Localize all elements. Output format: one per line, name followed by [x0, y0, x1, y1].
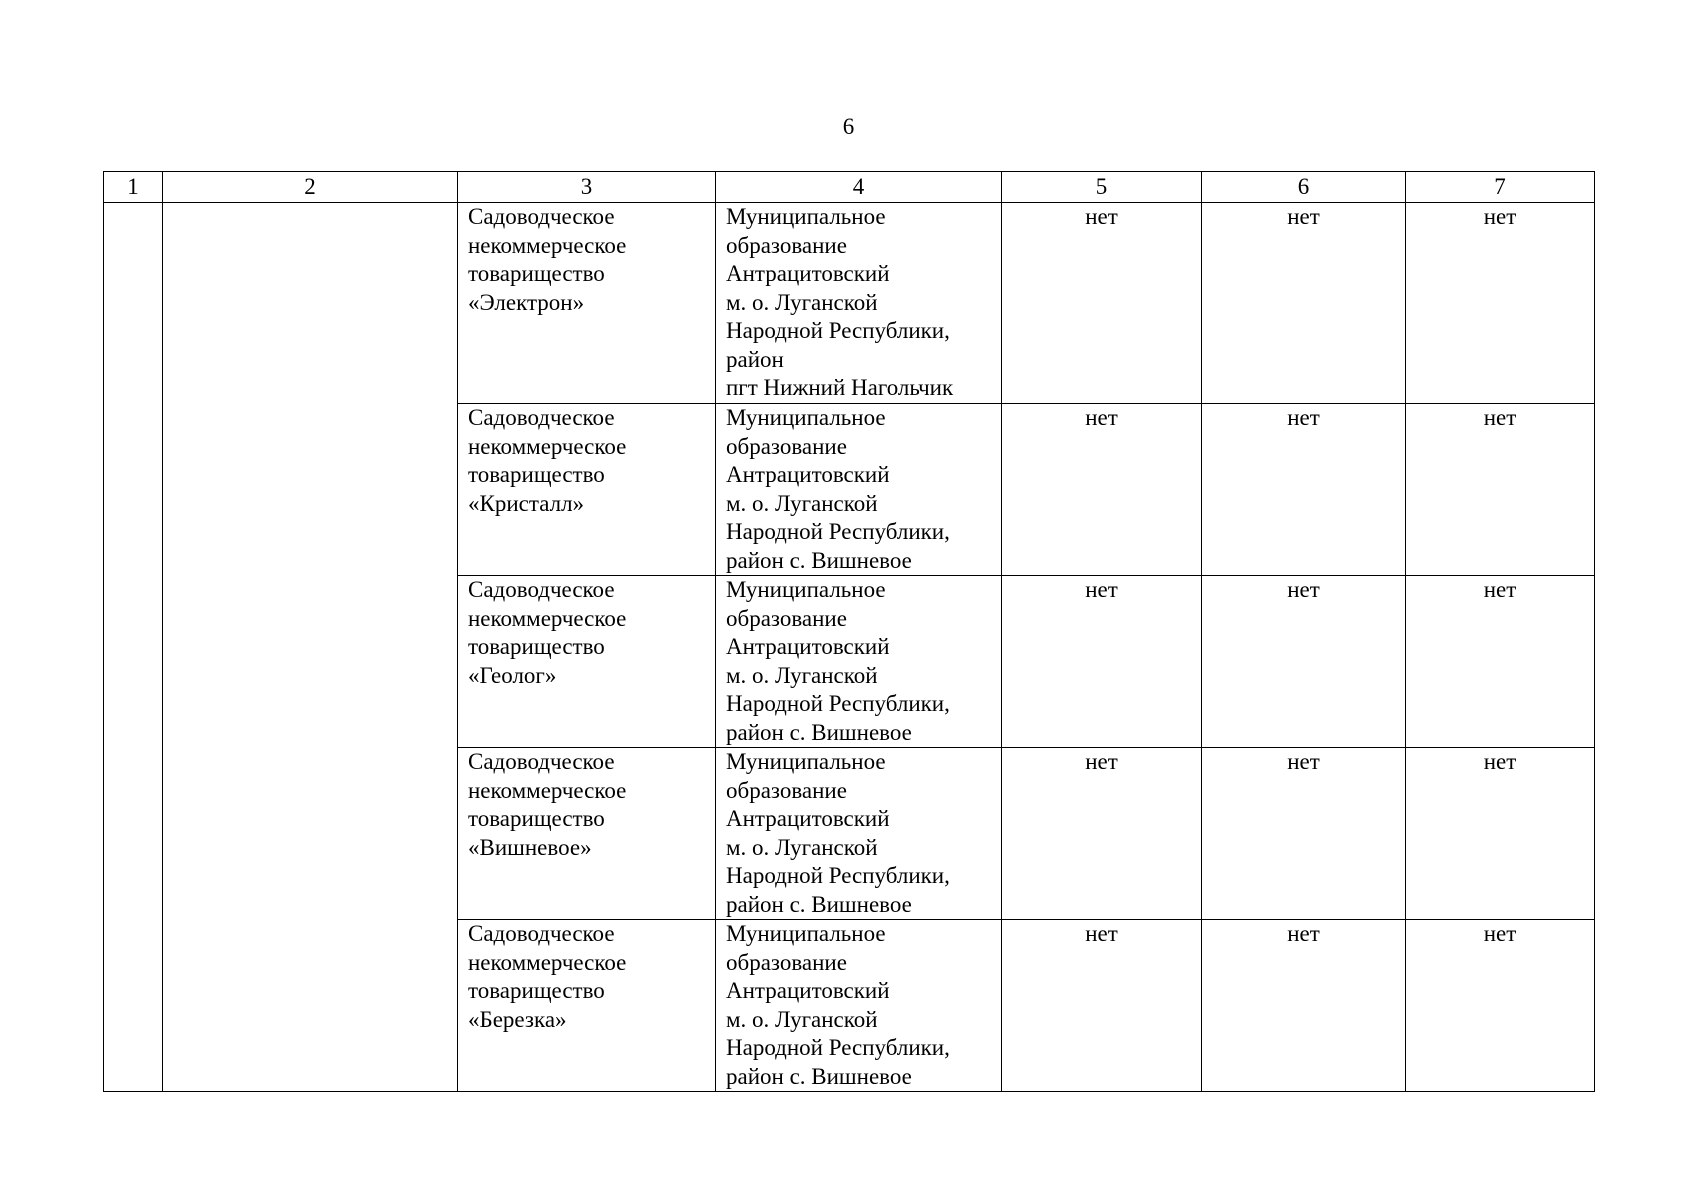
header-col-1: 1 [104, 172, 163, 203]
col2-cell [163, 203, 458, 1092]
location-cell: Муниципальное образование Антрацитовский м. о. Луганской Народной Республики, район с. Вишневое [716, 920, 1002, 1092]
organization-cell: Садоводческое некоммерческое товарищество «Березка» [458, 920, 716, 1092]
organization-cell: Садоводческое некоммерческое товарищество «Геолог» [458, 576, 716, 748]
col7-cell: нет [1406, 203, 1595, 404]
col6-cell: нет [1202, 748, 1406, 920]
col7-cell: нет [1406, 920, 1595, 1092]
location-cell: Муниципальное образование Антрацитовский м. о. Луганской Народной Республики, район с. Вишневое [716, 748, 1002, 920]
header-col-4: 4 [716, 172, 1002, 203]
header-row [104, 172, 1595, 203]
col7-cell: нет [1406, 748, 1595, 920]
col5-cell: нет [1002, 748, 1202, 920]
data-table [103, 171, 1595, 1092]
col5-cell: нет [1002, 404, 1202, 576]
header-col-2: 2 [163, 172, 458, 203]
col5-cell: нет [1002, 920, 1202, 1092]
location-cell: Муниципальное образование Антрацитовский м. о. Луганской Народной Республики, район пгт Нижний Нагольчик [716, 203, 1002, 404]
header-col-7: 7 [1406, 172, 1595, 203]
col5-cell: нет [1002, 576, 1202, 748]
organization-cell: Садоводческое некоммерческое товарищество «Электрон» [458, 203, 716, 404]
organization-cell: Садоводческое некоммерческое товарищество «Вишневое» [458, 748, 716, 920]
organization-cell: Садоводческое некоммерческое товарищество «Кристалл» [458, 404, 716, 576]
header-col-6: 6 [1202, 172, 1406, 203]
header-col-5: 5 [1002, 172, 1202, 203]
col1-cell [104, 203, 163, 1092]
col5-cell: нет [1002, 203, 1202, 404]
col6-cell: нет [1202, 576, 1406, 748]
location-cell: Муниципальное образование Антрацитовский м. о. Луганской Народной Республики, район с. Вишневое [716, 576, 1002, 748]
table-row [104, 203, 1595, 404]
page-number: 6 [842, 114, 855, 139]
col6-cell: нет [1202, 404, 1406, 576]
col6-cell: нет [1202, 203, 1406, 404]
col7-cell: нет [1406, 404, 1595, 576]
header-col-3: 3 [458, 172, 716, 203]
col6-cell: нет [1202, 920, 1406, 1092]
location-cell: Муниципальное образование Антрацитовский м. о. Луганской Народной Республики, район с. Вишневое [716, 404, 1002, 576]
col7-cell: нет [1406, 576, 1595, 748]
